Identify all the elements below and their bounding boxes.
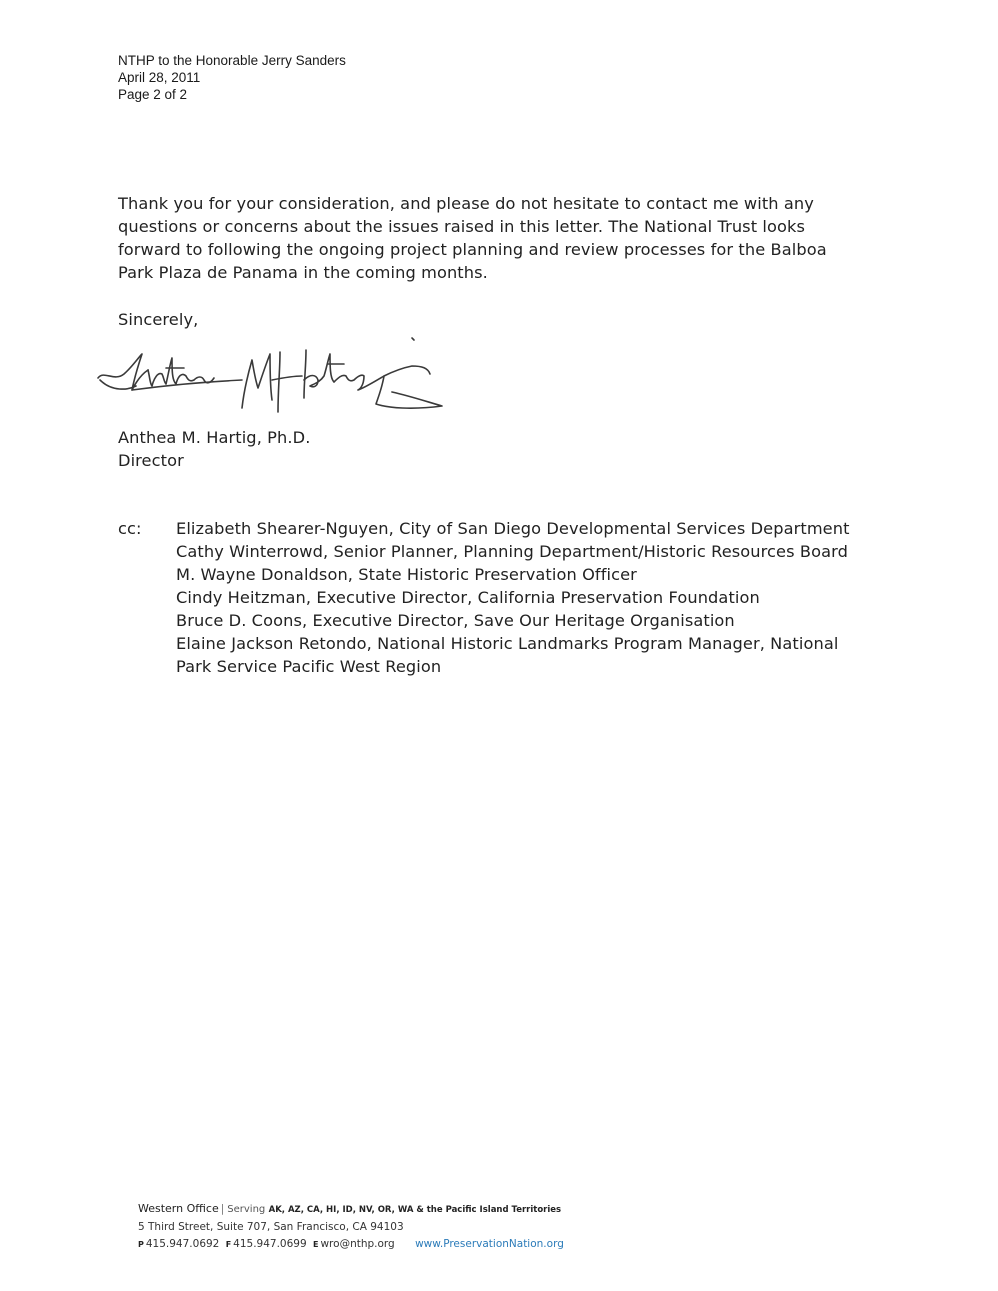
cc-recipient: Park Service Pacific West Region — [176, 657, 442, 676]
paragraph-line: questions or concerns about the issues raised in this letter. The National Trust looks — [118, 217, 806, 236]
cc-label: cc: — [118, 519, 142, 538]
closing-paragraph — [118, 192, 918, 284]
footer-office-line — [138, 1200, 564, 1219]
handwritten-signature-icon — [92, 330, 462, 425]
footer-separator: | — [220, 1203, 225, 1215]
footer-fax: 415.947.0699 — [233, 1238, 307, 1250]
letterhead-footer — [138, 1200, 564, 1253]
footer-website-link[interactable]: www.PreservationNation.org — [415, 1238, 564, 1250]
header-date: April 28, 2011 — [118, 70, 201, 85]
footer-email[interactable]: wro@nthp.org — [320, 1238, 395, 1250]
footer-phone: 415.947.0692 — [145, 1238, 220, 1250]
cc-recipient: M. Wayne Donaldson, State Historic Preservation Officer — [176, 565, 637, 584]
header-page-number: Page 2 of 2 — [118, 87, 188, 102]
header-recipient-line: NTHP to the Honorable Jerry Sanders — [118, 53, 346, 68]
cc-recipient: Bruce D. Coons, Executive Director, Save Our Heritage Organisation — [176, 611, 735, 630]
paragraph-line: Thank you for your consideration, and please do not hesitate to contact me with any — [118, 194, 814, 213]
footer-email-label: E — [313, 1240, 319, 1249]
cc-recipient: Cindy Heitzman, Executive Director, California Preservation Foundation — [176, 588, 760, 607]
paragraph-line: forward to following the ongoing project planning and review processes for the Balboa — [118, 240, 827, 259]
footer-office-name: Western Office — [138, 1202, 219, 1215]
footer-states: AK, AZ, CA, HI, ID, NV, OR, WA & the Pacific Island Territories — [268, 1205, 562, 1215]
cc-recipient: Elaine Jackson Retondo, National Historic Landmarks Program Manager, National — [176, 634, 839, 653]
cc-recipient: Cathy Winterrowd, Senior Planner, Planning Department/Historic Resources Board — [176, 542, 848, 561]
paragraph-line: Park Plaza de Panama in the coming months. — [118, 263, 488, 282]
cc-recipient: Elizabeth Shearer-Nguyen, City of San Diego Developmental Services Department — [176, 519, 850, 538]
signer-title: Director — [118, 451, 184, 470]
signer-block — [118, 426, 310, 472]
signer-name: Anthea M. Hartig, Ph.D. — [118, 428, 311, 447]
salutation: Sincerely, — [118, 310, 199, 329]
footer-address: 5 Third Street, Suite 707, San Francisco, CA 94103 — [138, 1221, 404, 1233]
footer-phone-label: P — [138, 1240, 144, 1249]
footer-contact-line — [138, 1236, 564, 1253]
cc-recipient-list — [176, 517, 936, 678]
running-header — [118, 52, 346, 103]
footer-fax-label: F — [225, 1240, 232, 1249]
footer-serving-label: Serving — [227, 1204, 266, 1215]
